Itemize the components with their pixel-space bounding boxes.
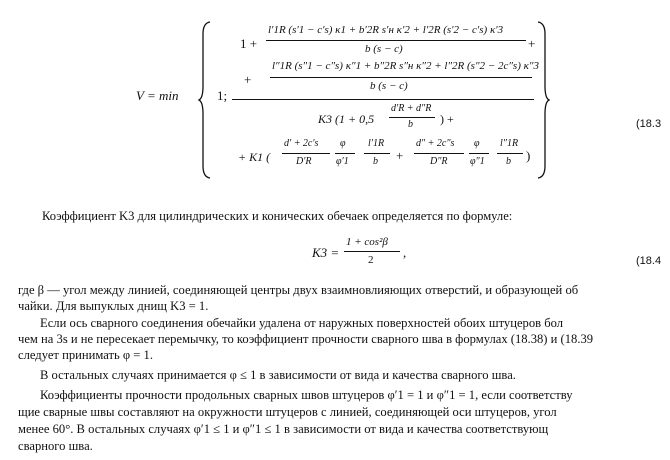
k3-fraction-line <box>389 117 435 118</box>
k1-c-denominator: b <box>373 156 378 167</box>
k3-lhs: K3 = <box>312 245 340 260</box>
k3-formula-line <box>344 251 400 252</box>
k1-lead: + K1 ( <box>238 150 271 164</box>
k1-b-denominator: φ′1 <box>336 156 349 167</box>
text-line: менее 60°. В остальных случаях φ′1 ≤ 1 и φ″1 ≤ 1 в зависимости от вида и качества соответствующ <box>18 422 549 436</box>
k3-tail: ) + <box>440 112 454 126</box>
equation-number-18-38: (18.3 <box>636 118 662 130</box>
text-line: следует принимать φ = 1. <box>18 348 153 362</box>
text-line: чем на 3s и не пересекает перемычку, то коэффициент прочности сварного шва в формулах (18.38) и (18.39 <box>18 332 594 346</box>
k3-formula-denominator: 2 <box>368 254 374 266</box>
k1-d-numerator: d″ + 2c″s <box>416 138 455 149</box>
right-brace <box>536 20 550 180</box>
k3-formula-numerator: 1 + cos²β <box>346 236 388 248</box>
k1-f-line <box>497 153 523 154</box>
main-fraction-line <box>232 99 534 100</box>
k1-e-denominator: φ″1 <box>470 156 485 167</box>
k3-denominator: b <box>408 119 413 130</box>
k1-plus: + <box>396 148 404 163</box>
k1-f-numerator: l″1R <box>500 138 519 149</box>
text-line: чайки. Для выпуклых днищ K3 = 1. <box>18 299 209 313</box>
k1-a-numerator: d′ + 2c′s <box>284 138 319 149</box>
k1-f-denominator: b <box>506 156 511 167</box>
row1-numerator: l′1R (s′1 − c′s) κ1 + b′2R s′н κ′2 + l′2R (s′2 − c′s) κ′3 <box>268 24 504 36</box>
k1-c-line <box>364 153 390 154</box>
k1-close: ) <box>526 148 531 163</box>
text-line: Если ось сварного соединения обечайки удалена от наружных поверхностей обоих штуцеров бол <box>40 316 564 330</box>
left-brace <box>198 20 214 180</box>
formula-one: 1; <box>217 88 228 103</box>
row1-lead: 1 + <box>240 36 258 51</box>
text-line: щие сварные швы составляют на окружности штуцеров с линией, соединяющей оси штуцеров, угол <box>18 405 557 419</box>
k1-e-line <box>469 153 489 154</box>
text-line: Коэффициенты прочности продольных сварных швов штуцеров φ′1 = 1 и φ″1 = 1, если соответству <box>40 388 573 402</box>
row1-fraction-line <box>266 40 526 41</box>
equation-number-18-40: (18.4 <box>636 255 662 267</box>
k3-lead: K3 (1 + 0,5 <box>318 112 375 126</box>
k1-d-denominator: D″R <box>430 156 448 167</box>
row1-tail: + <box>528 36 536 51</box>
text-line: В остальных случаях принимается φ ≤ 1 в зависимости от вида и качества сварного шва. <box>40 368 516 382</box>
row1-denominator: b (s − c) <box>365 43 403 55</box>
row2-numerator: l″1R (s″1 − c″s) κ″1 + b″2R s″н κ″2 + l″2R (s″2 − 2c″s) κ″3 <box>272 60 539 72</box>
text-line: сварного шва. <box>18 439 93 453</box>
k1-c-numerator: l′1R <box>368 138 385 149</box>
k1-b-numerator: φ <box>340 138 346 149</box>
k1-e-numerator: φ <box>474 138 480 149</box>
k1-b-line <box>335 153 355 154</box>
text-line: где β — угол между линией, соединяющей центры двух взаимновлияющих отверстий, и образующей об <box>18 283 579 297</box>
row2-fraction-line <box>270 77 532 78</box>
k3-numerator: d′R + d″R <box>391 103 432 114</box>
k3-formula-comma: , <box>403 245 407 260</box>
row2-denominator: b (s − c) <box>370 80 408 92</box>
k3-intro-paragraph: Коэффициент K3 для цилиндрических и конических обечаек определяется по формуле: <box>42 209 513 223</box>
k1-a-denominator: D′R <box>296 156 312 167</box>
formula-lhs: V = min <box>136 88 179 103</box>
k1-a-line <box>282 153 330 154</box>
k1-d-line <box>414 153 464 154</box>
row2-lead: + <box>244 72 252 87</box>
